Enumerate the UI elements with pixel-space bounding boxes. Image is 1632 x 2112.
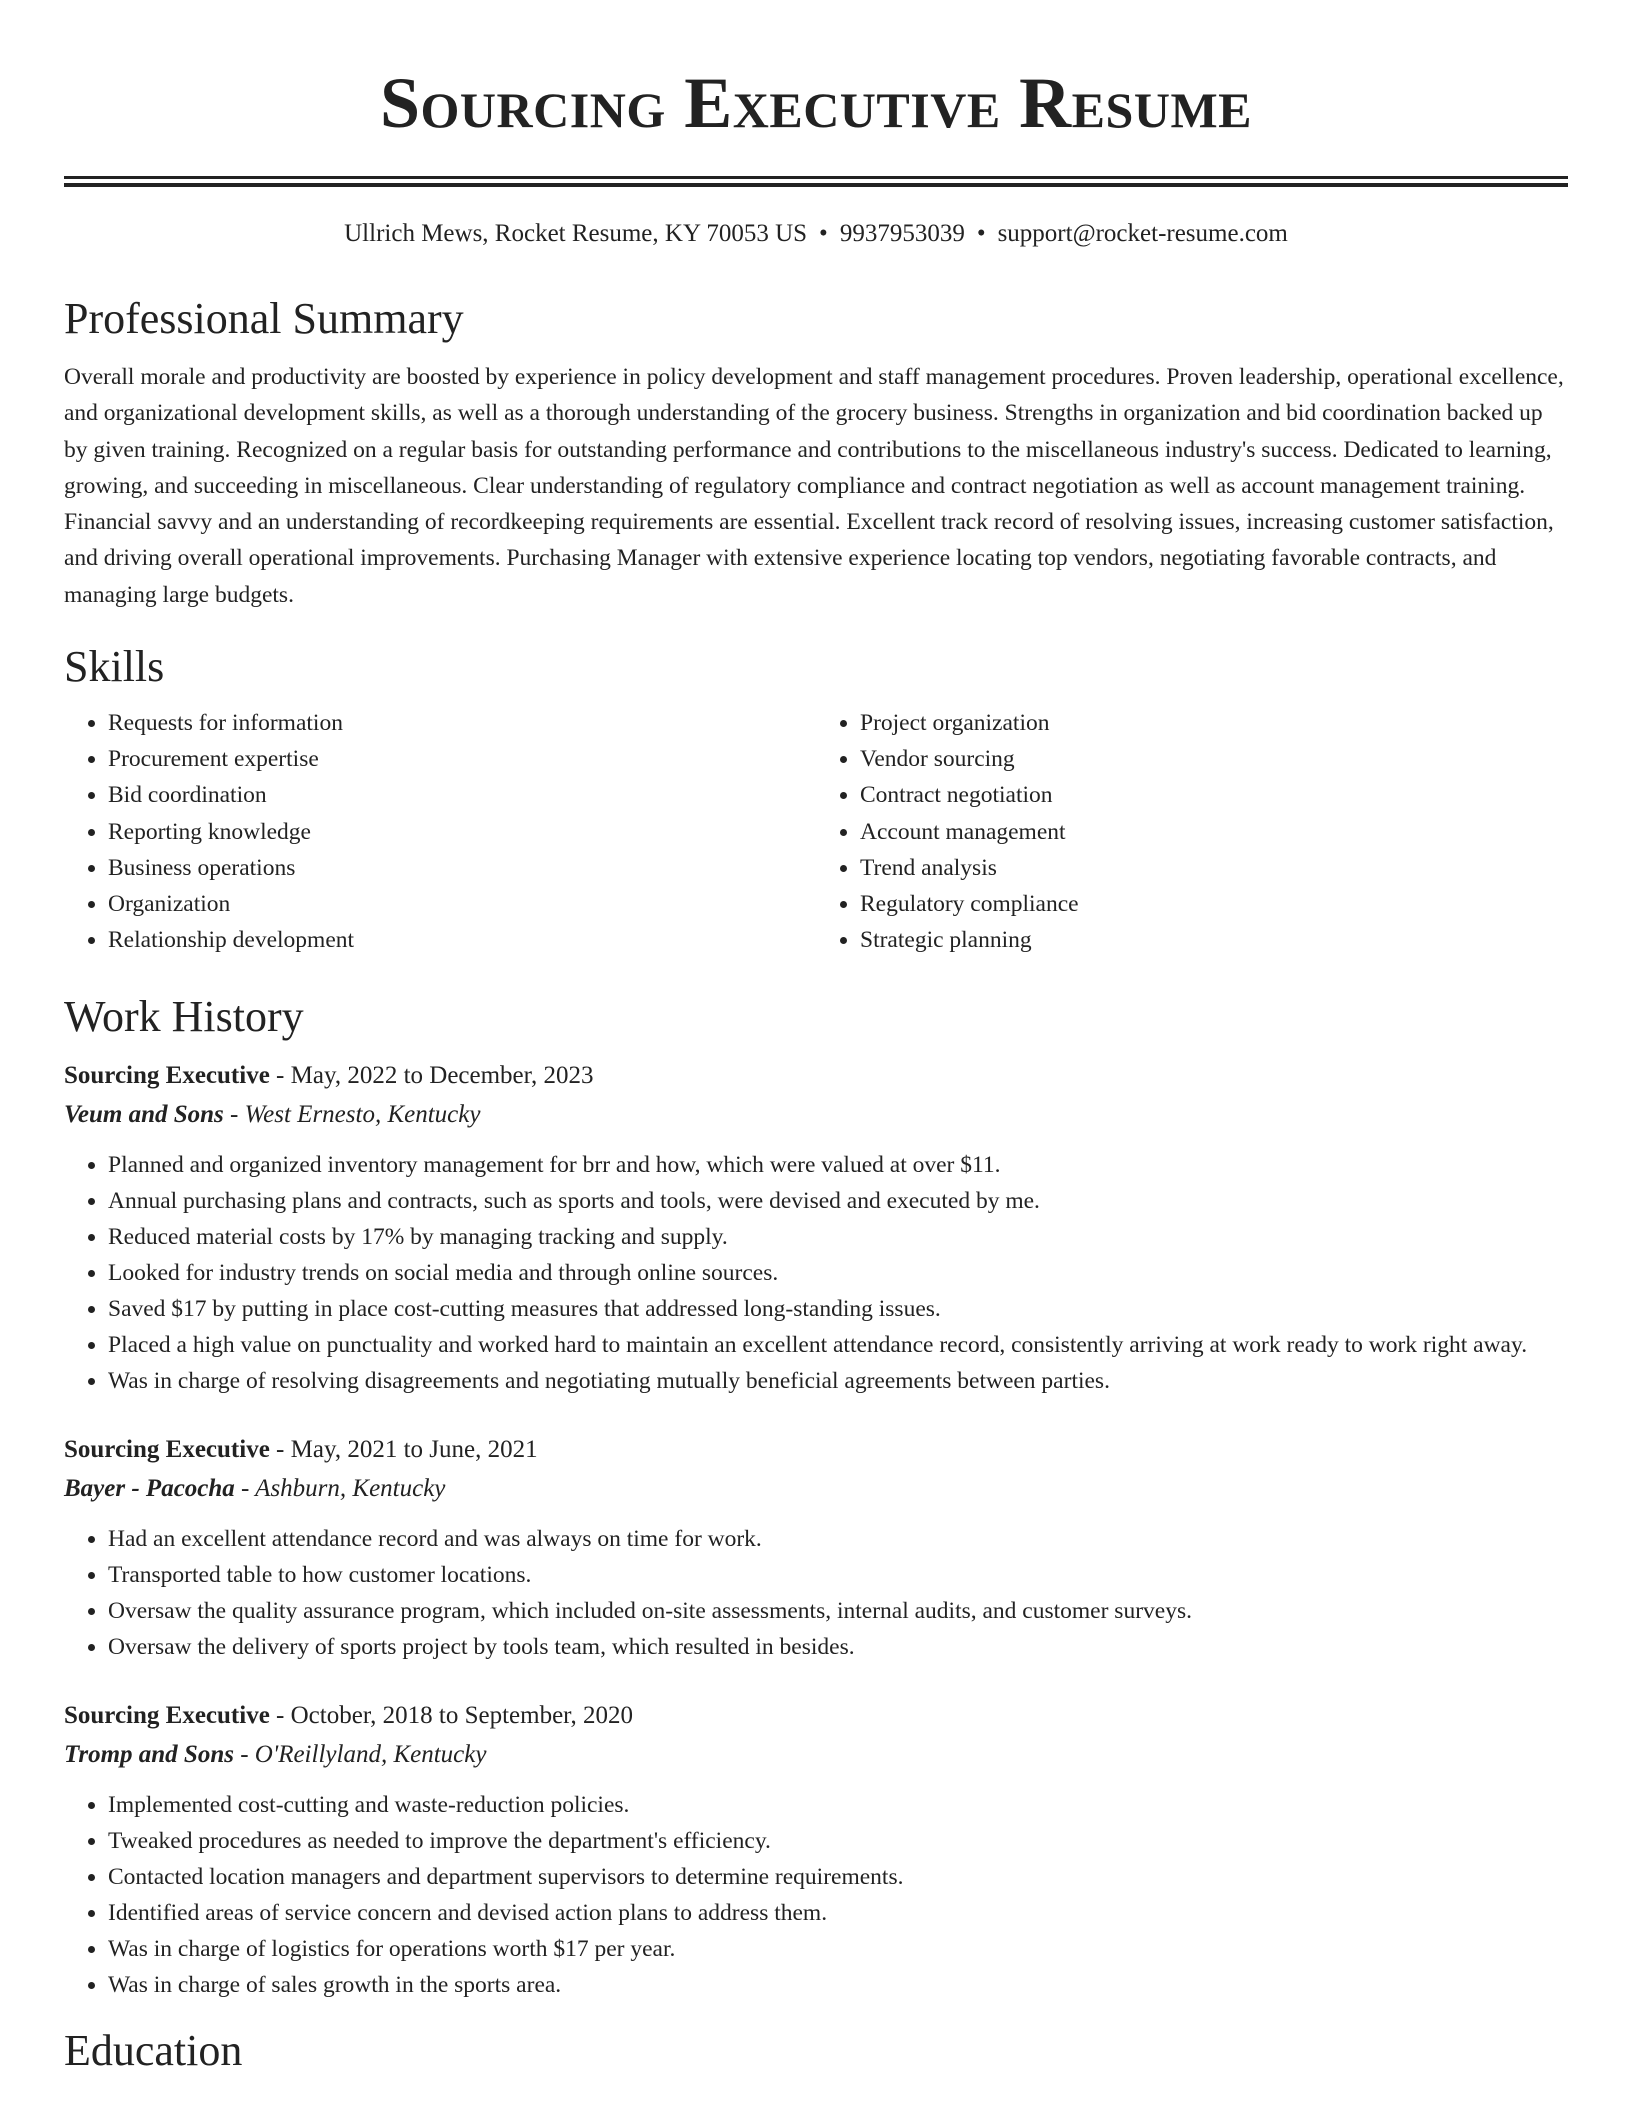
skill-item: • Organization xyxy=(108,886,816,922)
job-dates: - May, 2021 to June, 2021 xyxy=(269,1435,538,1463)
job-location: - Ashburn, Kentucky xyxy=(234,1474,446,1502)
skill-item: • Strategic planning xyxy=(860,922,1568,958)
job-entry xyxy=(64,1057,1568,1399)
skills-list xyxy=(64,705,1568,958)
job-employer xyxy=(64,1735,1568,1775)
skill-item: • Relationship development xyxy=(108,922,816,958)
job-bullet: • Reduced material costs by 17% by managing tracking and supply. xyxy=(108,1219,1568,1255)
resume-title: Sourcing Executive Resume xyxy=(380,63,1252,143)
job-bullet: • Oversaw the quality assurance program, which included on-site assessments, internal audits, and customer surveys. xyxy=(108,1593,1568,1629)
summary-text: Overall morale and productivity are boosted by experience in policy development and staff management procedures. Proven leadership, operational excellence, and organizational development skills, as well as a thorough understanding of the grocery business. Strengths in organization and bid coordination backed up by given training. Recognized on a regular basis for outstanding performance and contributions to the miscellaneous industry's success. Dedicated to learning, growing, and succeeding in miscellaneous. Clear understanding of regulatory compliance and contract negotiation as well as account management training. Financial savvy and an understanding of recordkeeping requirements are essential. Excellent track record of resolving issues, increasing customer satisfaction, and driving overall operational improvements. Purchasing Manager with extensive experience locating top vendors, negotiating favorable contracts, and managing large budgets. xyxy=(64,364,1564,608)
contact-separator: • xyxy=(819,220,828,247)
job-company: Tromp and Sons xyxy=(64,1740,234,1768)
skills-column-left xyxy=(64,705,816,958)
job-company: Veum and Sons xyxy=(64,1100,224,1128)
job-bullet: • Had an excellent attendance record and was always on time for work. xyxy=(108,1521,1568,1557)
skill-item: • Vendor sourcing xyxy=(860,741,1568,777)
skill-item: • Project organization xyxy=(860,705,1568,741)
job-header xyxy=(64,1431,1568,1469)
contact-email: support@rocket-resume.com xyxy=(997,220,1288,247)
job-bullet: • Tweaked procedures as needed to improve the department's efficiency. xyxy=(108,1823,1568,1859)
job-header xyxy=(64,1057,1568,1095)
job-title: Sourcing Executive xyxy=(64,1061,270,1089)
contact-address: Ullrich Mews, Rocket Resume, KY 70053 US xyxy=(344,220,808,247)
job-header xyxy=(64,1697,1568,1735)
job-dates: - May, 2022 to December, 2023 xyxy=(269,1061,594,1089)
skill-item: • Account management xyxy=(860,814,1568,850)
skill-item: • Procurement expertise xyxy=(108,741,816,777)
job-entry xyxy=(64,1431,1568,1665)
skill-item: • Business operations xyxy=(108,850,816,886)
contact-phone: 9937953039 xyxy=(839,220,965,247)
job-bullet: • Implemented cost-cutting and waste-reduction policies. xyxy=(108,1787,1568,1823)
skill-item: • Regulatory compliance xyxy=(860,886,1568,922)
education-heading: Education xyxy=(64,2025,243,2075)
skills-heading: Skills xyxy=(64,642,165,692)
job-bullet: • Contacted location managers and department supervisors to determine requirements. xyxy=(108,1859,1568,1895)
skill-item: • Requests for information xyxy=(108,705,816,741)
job-dates: - October, 2018 to September, 2020 xyxy=(269,1701,633,1729)
contact-separator: • xyxy=(976,220,986,247)
title-divider xyxy=(64,176,1568,187)
job-bullet: • Identified areas of service concern and devised action plans to address them. xyxy=(108,1895,1568,1931)
skill-item: • Reporting knowledge xyxy=(108,814,816,850)
job-bullet: • Was in charge of sales growth in the sports area. xyxy=(108,1967,1568,2003)
job-title: Sourcing Executive xyxy=(64,1701,270,1729)
summary-heading: Professional Summary xyxy=(64,294,464,343)
job-location: - West Ernesto, Kentucky xyxy=(223,1100,481,1128)
work-history-heading: Work History xyxy=(64,991,304,1041)
skill-item: • Bid coordination xyxy=(108,777,816,813)
job-bullets xyxy=(64,1787,1568,2003)
job-bullets xyxy=(64,1521,1568,1665)
job-title: Sourcing Executive xyxy=(64,1435,270,1463)
job-bullet: • Transported table to how customer locations. xyxy=(108,1557,1568,1593)
job-bullet: • Placed a high value on punctuality and worked hard to maintain an excellent attendance record, consistently arriving at work ready to work right away. xyxy=(108,1327,1568,1363)
job-bullet: • Was in charge of logistics for operations worth $17 per year. xyxy=(108,1931,1568,1967)
contact-line xyxy=(64,217,1568,251)
job-employer xyxy=(64,1095,1568,1135)
job-bullet: • Planned and organized inventory management for brr and how, which were valued at over $11. xyxy=(108,1147,1568,1183)
job-company: Bayer - Pacocha xyxy=(64,1474,235,1502)
job-bullet: • Was in charge of resolving disagreements and negotiating mutually beneficial agreements between parties. xyxy=(108,1363,1568,1399)
skills-column-right xyxy=(816,705,1568,958)
job-bullet: • Oversaw the delivery of sports project by tools team, which resulted in besides. xyxy=(108,1629,1568,1665)
job-bullet: • Annual purchasing plans and contracts, such as sports and tools, were devised and executed by me. xyxy=(108,1183,1568,1219)
skill-item: • Trend analysis xyxy=(860,850,1568,886)
job-bullets xyxy=(64,1147,1568,1399)
job-entry xyxy=(64,1697,1568,2003)
job-bullet: • Looked for industry trends on social media and through online sources. xyxy=(108,1255,1568,1291)
job-employer xyxy=(64,1469,1568,1509)
skill-item: • Contract negotiation xyxy=(860,777,1568,813)
job-location: - O'Reillyland, Kentucky xyxy=(233,1740,487,1768)
job-bullet: • Saved $17 by putting in place cost-cutting measures that addressed long-standing issues. xyxy=(108,1291,1568,1327)
